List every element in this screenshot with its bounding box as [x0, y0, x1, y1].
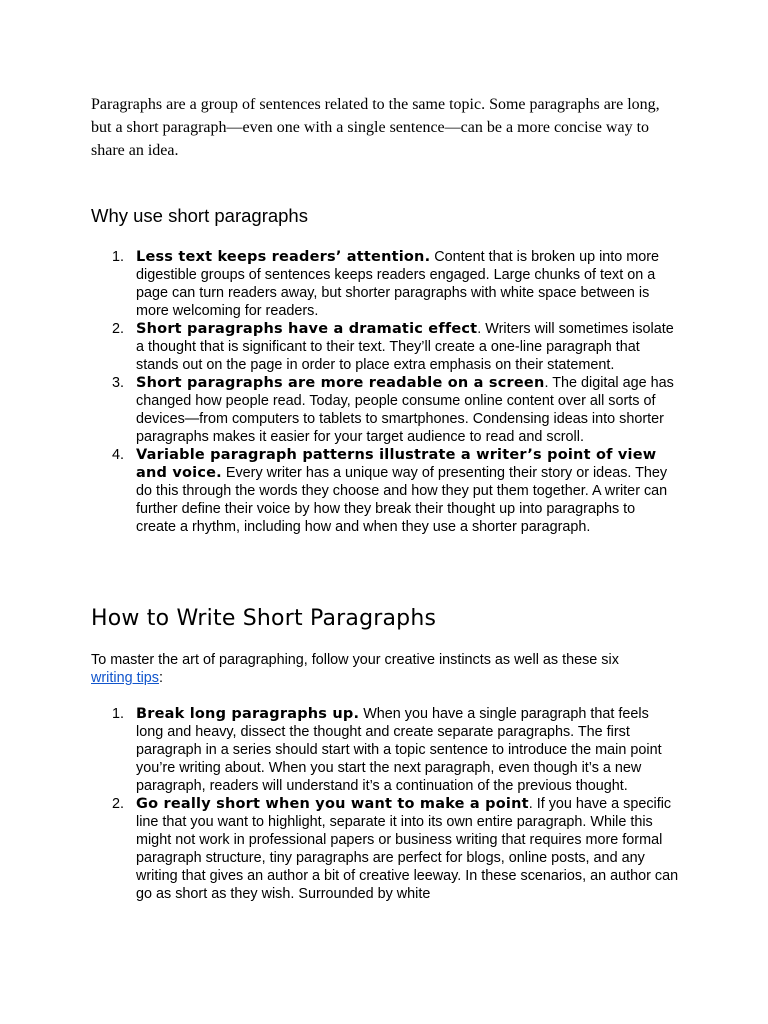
tips-intro-text: To master the art of paragraphing, follow your creative instincts as well as these six	[91, 652, 619, 668]
reasons-list	[91, 248, 679, 536]
list-number: 1.	[112, 706, 125, 722]
list-item-body: Every writer has a unique way of presenting their story or ideas. They do this through the words they choose and how they put them together. A writer can further define their voice by how they break their thought up into paragraphs to create a rhythm, including how and when they use a shorter paragraph.	[136, 465, 668, 535]
list-item-body: When you have a single paragraph that feels long and heavy, dissect the thought and create separate paragraphs. The first paragraph in a series should start with a topic sentence to introduce the main point you’re writing about. When you start the next paragraph, even though it’s a new paragraph, readers will understand it’s a continuation of the previous thought.	[136, 706, 662, 794]
list-item-body: . Writers will sometimes isolate a thought that is significant to their text. They’ll create a one-line paragraph that stands out on the page in order to place extra emphasis on their statement.	[136, 321, 674, 373]
document-page	[91, 93, 679, 902]
list-item-lead: Variable paragraph patterns illustrate a writer’s point of view and voice.	[136, 447, 657, 481]
list-item	[91, 795, 679, 903]
list-item-lead: Short paragraphs are more readable on a screen	[136, 375, 545, 391]
list-number: 3.	[112, 375, 125, 391]
section-heading-how-to: How to Write Short Paragraphs	[91, 606, 437, 631]
list-number: 2.	[112, 321, 125, 337]
list-number: 2.	[112, 796, 125, 812]
writing-tips-link[interactable]: writing tips	[91, 670, 159, 686]
list-number: 1.	[112, 249, 125, 265]
tips-list	[91, 705, 679, 903]
list-item	[91, 446, 679, 536]
list-item-lead: Short paragraphs have a dramatic effect	[136, 321, 478, 337]
list-item	[91, 320, 679, 374]
list-item	[91, 374, 679, 446]
list-number: 4.	[112, 447, 125, 463]
list-item-body: Content that is broken up into more digestible groups of sentences keeps readers engaged. Large chunks of text on a page can turn readers away, but shorter paragraphs with white space between is more welcoming for readers.	[136, 249, 660, 319]
tips-intro-colon: :	[158, 670, 163, 686]
list-item-lead: Go really short when you want to make a point	[136, 796, 529, 812]
intro-paragraph: Paragraphs are a group of sentences related to the same topic. Some paragraphs are long, but a short paragraph—even one with a single sentence—can be a more concise way to share an idea.	[91, 96, 660, 159]
tips-intro-paragraph	[91, 651, 651, 687]
list-item-lead: Less text keeps readers’ attention.	[136, 249, 431, 265]
section-heading-why: Why use short paragraphs	[91, 205, 308, 226]
list-item	[91, 248, 679, 320]
list-item	[91, 705, 679, 795]
list-item-lead: Break long paragraphs up.	[136, 706, 360, 722]
list-item-body: . If you have a specific line that you want to highlight, separate it into its own entire paragraph. While this might not work in professional papers or business writing that requires more formal paragraph structure, tiny paragraphs are perfect for blogs, online posts, and any writing that gives an author a bit of creative leeway. In these scenarios, an author can go as short as they wish. Surrounded by white	[136, 796, 679, 902]
list-item-body: . The digital age has changed how people read. Today, people consume online content over all sorts of devices—from computers to tablets to smartphones. Condensing ideas into shorter paragraphs makes it easier for your target audience to read and scroll.	[136, 375, 674, 445]
